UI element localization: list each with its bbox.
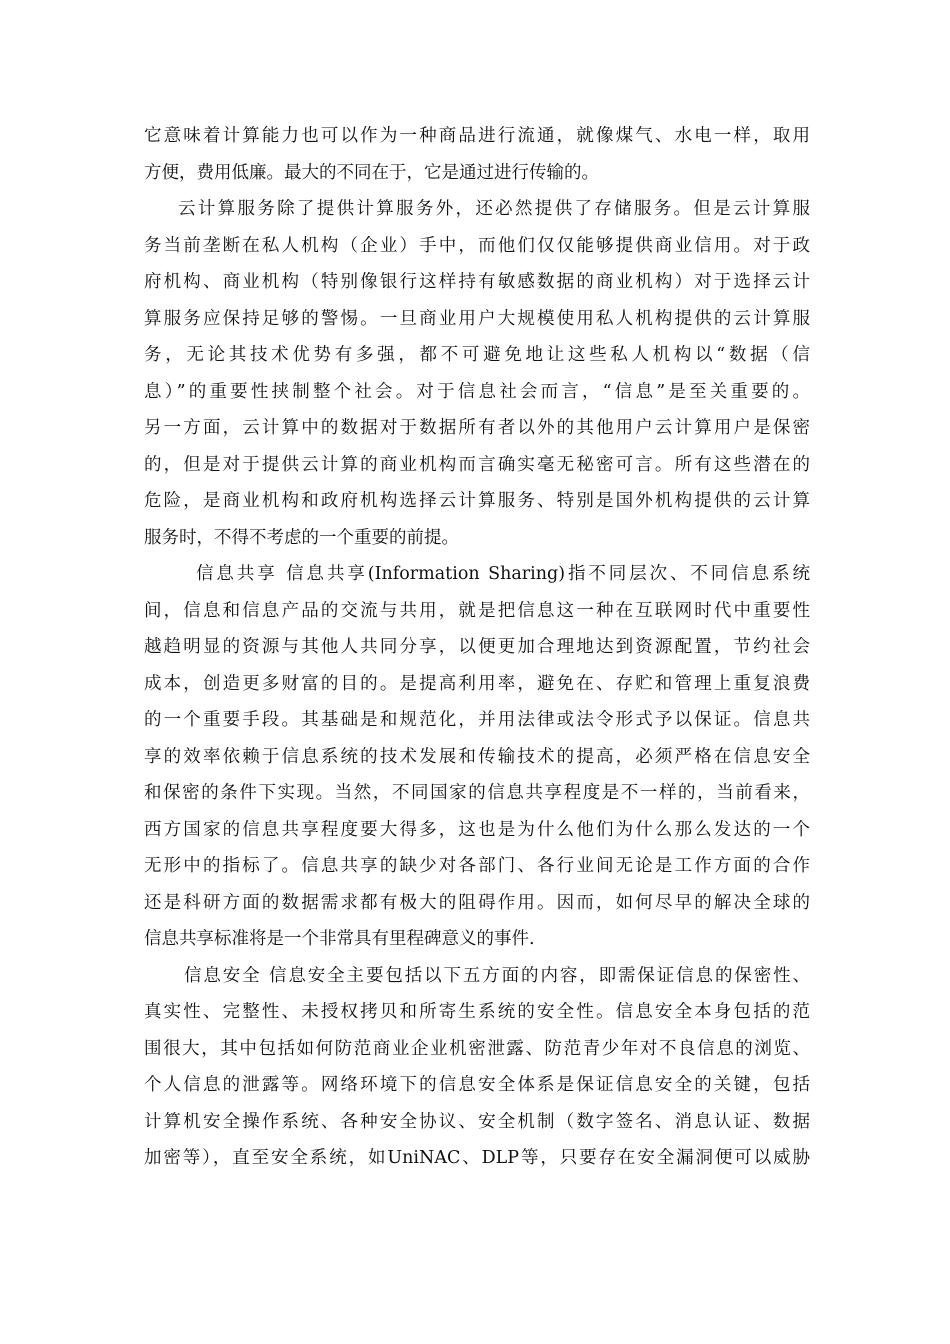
text-line: 西方国家的信息共享程度要大得多，这也是为什么他们为什么那么发达的一个	[144, 819, 810, 840]
text-line: 个人信息的泄露等。网络环境下的信息安全体系是保证信息安全的关键，包括	[144, 1075, 810, 1095]
paragraph-cloud-computing-intro	[144, 118, 810, 191]
text-line: 计算机安全操作系统、各种安全协议、安全机制（数字签名、消息认证、数据	[144, 1111, 810, 1132]
text-line: 息）”的重要性挟制整个社会。对于信息社会而言，“信息”是至关重要的。	[144, 381, 810, 402]
text-line: 无形中的指标了。信息共享的缺少对各部门、各行业间无论是工作方面的合作	[144, 856, 810, 876]
text-line: 服务时，不得不考虑的一个重要的前提。	[144, 527, 459, 548]
text-line: 真实性、完整性、未授权拷贝和所寄生系统的安全性。信息安全本身包括的范	[144, 1002, 810, 1022]
text-line: 算服务应保持足够的警惕。一旦商业用户大规模使用私人机构提供的云计算服	[144, 308, 810, 329]
text-line: 和保密的条件下实现。当然，不同国家的信息共享程度是不一样的，当前看来，	[144, 783, 810, 803]
paragraph-cloud-computing-risks	[144, 191, 810, 556]
text-line: 府机构、商业机构（特别像银行这样持有敏感数据的商业机构）对于选择云计	[144, 272, 810, 292]
text-line: 享的效率依赖于信息系统的技术发展和传输技术的提高，必须严格在信息安全	[144, 746, 810, 767]
text-line: 越趋明显的资源与其他人共同分享，以便更加合理地达到资源配置，节约社会	[144, 637, 810, 657]
text-line: 成本，创造更多财富的目的。是提高利用率，避免在、存贮和管理上重复浪费	[144, 673, 810, 694]
paragraph-information-sharing	[144, 556, 810, 958]
body-text	[144, 118, 810, 1177]
text-line: 的一个重要手段。其基础是和规范化，并用法律或法令形式予以保证。信息共	[144, 710, 810, 730]
text-line: 务当前垄断在私人机构（企业）手中，而他们仅仅能够提供商业信用。对于政	[144, 235, 810, 256]
text-line: 务，无论其技术优势有多强，都不可避免地让这些私人机构以“数据（信	[144, 345, 810, 365]
text-line: 间，信息和信息产品的交流与共用，就是把信息这一种在互联网时代中重要性	[144, 600, 810, 621]
text-line: 加密等），直至安全系统，如UniNAC、DLP等，只要存在安全漏洞便可以威胁	[144, 1148, 810, 1168]
text-line: 的，但是对于提供云计算的商业机构而言确实毫无秘密可言。所有这些潜在的	[144, 454, 810, 475]
text-line: 信息共享 信息共享(Information Sharing)指不同层次、不同信息系统	[196, 564, 810, 584]
paragraph-information-security	[144, 958, 810, 1177]
text-line: 还是科研方面的数据需求都有极大的阻碍作用。因而，如何尽早的解决全球的	[144, 892, 810, 913]
text-line: 信息共享标准将是一个非常具有里程碑意义的事件.	[144, 929, 535, 949]
text-line: 云计算服务除了提供计算服务外，还必然提供了存储服务。但是云计算服	[178, 199, 810, 219]
text-line: 信息安全 信息安全主要包括以下五方面的内容，即需保证信息的保密性、	[184, 965, 810, 986]
text-line: 危险，是商业机构和政府机构选择云计算服务、特别是国外机构提供的云计算	[144, 491, 810, 511]
text-line: 它意味着计算能力也可以作为一种商品进行流通，就像煤气、水电一样，取用	[144, 126, 810, 146]
text-line: 另一方面，云计算中的数据对于数据所有者以外的其他用户云计算用户是保密	[144, 418, 810, 438]
text-line: 围很大，其中包括如何防范商业企业机密泄露、防范青少年对不良信息的浏览、	[144, 1038, 810, 1059]
text-line: 方便，费用低廉。最大的不同在于，它是通过进行传输的。	[144, 162, 599, 183]
